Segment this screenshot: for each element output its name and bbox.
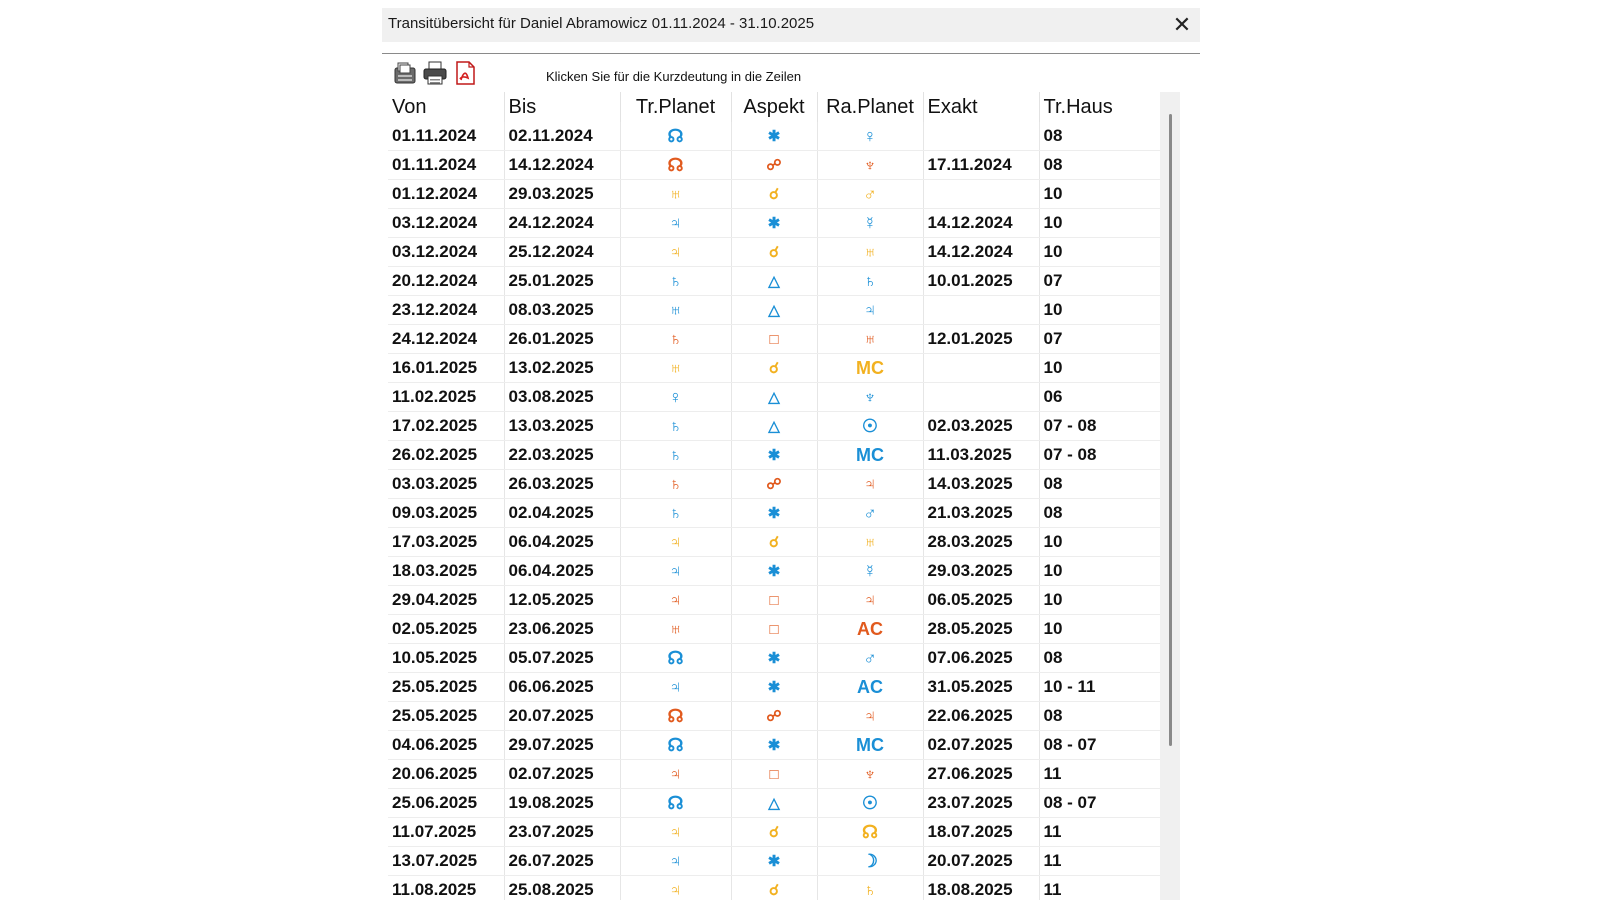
cell-bis: 20.07.2025: [504, 702, 620, 731]
cell-radix-planet: ♃: [817, 470, 923, 499]
column-header-ra-planet[interactable]: Ra.Planet: [817, 92, 923, 122]
separator: [382, 53, 1200, 54]
cell-bis: 29.07.2025: [504, 731, 620, 760]
cell-transit-planet: ♃: [620, 760, 731, 789]
cell-aspect: △: [731, 383, 817, 412]
table-row[interactable]: [388, 789, 1160, 818]
table-row[interactable]: [388, 557, 1160, 586]
column-header-aspekt[interactable]: Aspekt: [731, 92, 817, 122]
cell-bis: 12.05.2025: [504, 586, 620, 615]
cell-von: 11.07.2025: [388, 818, 504, 847]
cell-exakt: 07.06.2025: [923, 644, 1039, 673]
cell-radix-planet: ☉: [817, 789, 923, 818]
table-row[interactable]: [388, 412, 1160, 441]
table-row[interactable]: [388, 209, 1160, 238]
cell-transit-house: 07 - 08: [1039, 441, 1160, 470]
cell-aspect: ✱: [731, 122, 817, 151]
table-row[interactable]: [388, 383, 1160, 412]
cell-von: 18.03.2025: [388, 557, 504, 586]
cell-transit-house: 08: [1039, 499, 1160, 528]
table-row[interactable]: [388, 267, 1160, 296]
cell-exakt: 28.03.2025: [923, 528, 1039, 557]
cell-transit-house: 06: [1039, 383, 1160, 412]
cell-bis: 19.08.2025: [504, 789, 620, 818]
cell-transit-planet: ☊: [620, 731, 731, 760]
cell-aspect: ☌: [731, 354, 817, 383]
table-row[interactable]: [388, 180, 1160, 209]
cell-von: 03.12.2024: [388, 238, 504, 267]
cell-von: 01.11.2024: [388, 151, 504, 180]
cell-bis: 25.01.2025: [504, 267, 620, 296]
cell-von: 10.05.2025: [388, 644, 504, 673]
cell-aspect: ✱: [731, 209, 817, 238]
cell-exakt: 29.03.2025: [923, 557, 1039, 586]
cell-radix-planet: ♃: [817, 702, 923, 731]
cell-exakt: 14.12.2024: [923, 209, 1039, 238]
cell-radix-planet: ☽: [817, 847, 923, 876]
cell-von: 13.07.2025: [388, 847, 504, 876]
printer-icon: [422, 60, 448, 86]
cell-radix-planet: ♂: [817, 180, 923, 209]
cell-aspect: △: [731, 267, 817, 296]
cell-transit-planet: ☊: [620, 789, 731, 818]
cell-bis: 02.11.2024: [504, 122, 620, 151]
cell-transit-house: 10: [1039, 557, 1160, 586]
cell-transit-planet: ♄: [620, 499, 731, 528]
cell-exakt: 21.03.2025: [923, 499, 1039, 528]
cell-aspect: ☌: [731, 818, 817, 847]
export-icon: [392, 60, 418, 86]
cell-radix-planet: ☊: [817, 818, 923, 847]
cell-exakt: 02.03.2025: [923, 412, 1039, 441]
scrollbar-thumb[interactable]: [1169, 114, 1172, 746]
cell-transit-planet: ♄: [620, 267, 731, 296]
cell-radix-planet: ♆: [817, 151, 923, 180]
cell-bis: 05.07.2025: [504, 644, 620, 673]
cell-aspect: △: [731, 296, 817, 325]
cell-transit-planet: ♃: [620, 673, 731, 702]
column-header-tr-planet[interactable]: Tr.Planet: [620, 92, 731, 122]
cell-radix-planet: ♀: [817, 122, 923, 151]
print-button[interactable]: [422, 60, 448, 86]
export-button[interactable]: [392, 60, 418, 86]
cell-aspect: ☍: [731, 151, 817, 180]
cell-transit-house: 07 - 08: [1039, 412, 1160, 441]
cell-von: 02.05.2025: [388, 615, 504, 644]
cell-bis: 23.07.2025: [504, 818, 620, 847]
cell-radix-planet: ♃: [817, 296, 923, 325]
cell-transit-house: 10: [1039, 180, 1160, 209]
cell-von: 20.06.2025: [388, 760, 504, 789]
cell-transit-planet: ♃: [620, 238, 731, 267]
cell-transit-planet: ♅: [620, 354, 731, 383]
cell-von: 09.03.2025: [388, 499, 504, 528]
cell-transit-planet: ☊: [620, 122, 731, 151]
table-row[interactable]: [388, 499, 1160, 528]
table-row[interactable]: [388, 818, 1160, 847]
cell-exakt: [923, 180, 1039, 209]
hint-text: Klicken Sie für die Kurzdeutung in die Zeilen: [546, 69, 802, 84]
table-row[interactable]: [388, 702, 1160, 731]
cell-transit-planet: ♀: [620, 383, 731, 412]
cell-von: 17.02.2025: [388, 412, 504, 441]
cell-bis: 29.03.2025: [504, 180, 620, 209]
cell-aspect: ☌: [731, 180, 817, 209]
cell-von: 26.02.2025: [388, 441, 504, 470]
cell-transit-house: 08 - 07: [1039, 731, 1160, 760]
cell-transit-planet: ♅: [620, 296, 731, 325]
transit-table: [388, 92, 1160, 900]
table-row[interactable]: [388, 528, 1160, 557]
cell-von: 11.08.2025: [388, 876, 504, 900]
cell-bis: 22.03.2025: [504, 441, 620, 470]
cell-aspect: ☌: [731, 238, 817, 267]
pdf-button[interactable]: [452, 60, 478, 86]
table-row[interactable]: [388, 470, 1160, 499]
cell-transit-house: 10 - 11: [1039, 673, 1160, 702]
table-row[interactable]: [388, 731, 1160, 760]
cell-transit-planet: ♃: [620, 528, 731, 557]
pdf-icon: [452, 60, 478, 86]
cell-bis: 06.04.2025: [504, 528, 620, 557]
cell-bis: 08.03.2025: [504, 296, 620, 325]
cell-exakt: 20.07.2025: [923, 847, 1039, 876]
cell-radix-planet: ♄: [817, 876, 923, 900]
table-row[interactable]: [388, 615, 1160, 644]
cell-exakt: 10.01.2025: [923, 267, 1039, 296]
cell-aspect: ✱: [731, 499, 817, 528]
cell-transit-planet: ☊: [620, 702, 731, 731]
cell-von: 03.03.2025: [388, 470, 504, 499]
table-row[interactable]: [388, 760, 1160, 789]
cell-bis: 26.01.2025: [504, 325, 620, 354]
close-button[interactable]: [1168, 11, 1196, 39]
cell-transit-house: 07: [1039, 325, 1160, 354]
table-row[interactable]: [388, 586, 1160, 615]
cell-radix-planet: ☿: [817, 209, 923, 238]
cell-radix-planet: ☿: [817, 557, 923, 586]
cell-exakt: [923, 296, 1039, 325]
cell-exakt: 27.06.2025: [923, 760, 1039, 789]
cell-exakt: 14.03.2025: [923, 470, 1039, 499]
cell-radix-planet: ♂: [817, 644, 923, 673]
cell-aspect: ✱: [731, 644, 817, 673]
cell-aspect: ✱: [731, 847, 817, 876]
cell-von: 01.11.2024: [388, 122, 504, 151]
cell-transit-house: 10: [1039, 586, 1160, 615]
cell-exakt: 12.01.2025: [923, 325, 1039, 354]
cell-exakt: 06.05.2025: [923, 586, 1039, 615]
cell-transit-house: 10: [1039, 528, 1160, 557]
cell-exakt: 22.06.2025: [923, 702, 1039, 731]
cell-transit-planet: ♄: [620, 470, 731, 499]
table-row[interactable]: [388, 238, 1160, 267]
cell-transit-house: 08: [1039, 122, 1160, 151]
cell-transit-house: 08: [1039, 470, 1160, 499]
close-icon: ✕: [1172, 12, 1192, 37]
cell-radix-planet: MC: [817, 441, 923, 470]
cell-exakt: [923, 383, 1039, 412]
cell-von: 01.12.2024: [388, 180, 504, 209]
toolbar: [392, 60, 1182, 88]
cell-von: 20.12.2024: [388, 267, 504, 296]
cell-transit-planet: ☊: [620, 151, 731, 180]
table-row[interactable]: [388, 876, 1160, 900]
table-row[interactable]: [388, 644, 1160, 673]
table-row[interactable]: [388, 151, 1160, 180]
cell-transit-planet: ☊: [620, 644, 731, 673]
cell-bis: 26.03.2025: [504, 470, 620, 499]
cell-aspect: ☌: [731, 528, 817, 557]
cell-bis: 13.02.2025: [504, 354, 620, 383]
cell-aspect: ☍: [731, 702, 817, 731]
column-header-von[interactable]: Von: [388, 92, 504, 122]
table-row[interactable]: [388, 354, 1160, 383]
cell-radix-planet: MC: [817, 731, 923, 760]
window-title: Transitübersicht für Daniel Abramowicz 01.11.2024 - 31.10.2025: [388, 15, 815, 32]
cell-radix-planet: ♃: [817, 586, 923, 615]
cell-von: 23.12.2024: [388, 296, 504, 325]
cell-aspect: □: [731, 325, 817, 354]
cell-transit-house: 08: [1039, 644, 1160, 673]
cell-transit-planet: ♃: [620, 209, 731, 238]
cell-transit-planet: ♃: [620, 818, 731, 847]
cell-bis: 02.04.2025: [504, 499, 620, 528]
cell-transit-planet: ♅: [620, 615, 731, 644]
cell-transit-house: 10: [1039, 354, 1160, 383]
cell-exakt: 18.08.2025: [923, 876, 1039, 900]
cell-aspect: ✱: [731, 557, 817, 586]
cell-transit-house: 07: [1039, 267, 1160, 296]
cell-transit-house: 11: [1039, 847, 1160, 876]
column-header-exakt[interactable]: Exakt: [923, 92, 1039, 122]
cell-von: 16.01.2025: [388, 354, 504, 383]
table-row[interactable]: [388, 296, 1160, 325]
cell-transit-house: 11: [1039, 876, 1160, 900]
cell-radix-planet: AC: [817, 673, 923, 702]
cell-radix-planet: ♆: [817, 760, 923, 789]
transit-overview-dialog: [382, 8, 1200, 900]
cell-exakt: 17.11.2024: [923, 151, 1039, 180]
cell-aspect: ✱: [731, 441, 817, 470]
cell-transit-house: 08: [1039, 702, 1160, 731]
vertical-scrollbar[interactable]: [1160, 92, 1180, 900]
cell-exakt: [923, 354, 1039, 383]
title-bar[interactable]: [382, 8, 1200, 42]
cell-radix-planet: ♅: [817, 238, 923, 267]
cell-von: 25.05.2025: [388, 702, 504, 731]
cell-transit-planet: ♃: [620, 586, 731, 615]
cell-aspect: △: [731, 412, 817, 441]
cell-bis: 25.12.2024: [504, 238, 620, 267]
cell-radix-planet: ♂: [817, 499, 923, 528]
cell-exakt: 28.05.2025: [923, 615, 1039, 644]
table-row[interactable]: [388, 122, 1160, 151]
cell-transit-house: 08: [1039, 151, 1160, 180]
cell-bis: 03.08.2025: [504, 383, 620, 412]
cell-exakt: [923, 122, 1039, 151]
cell-bis: 24.12.2024: [504, 209, 620, 238]
cell-aspect: ✱: [731, 673, 817, 702]
cell-exakt: 31.05.2025: [923, 673, 1039, 702]
table-row[interactable]: [388, 325, 1160, 354]
cell-exakt: 14.12.2024: [923, 238, 1039, 267]
cell-radix-planet: ♄: [817, 267, 923, 296]
cell-aspect: □: [731, 760, 817, 789]
cell-von: 11.02.2025: [388, 383, 504, 412]
cell-transit-house: 11: [1039, 760, 1160, 789]
cell-transit-planet: ♃: [620, 876, 731, 900]
cell-exakt: 18.07.2025: [923, 818, 1039, 847]
cell-bis: 14.12.2024: [504, 151, 620, 180]
cell-transit-house: 10: [1039, 209, 1160, 238]
cell-bis: 23.06.2025: [504, 615, 620, 644]
column-header-bis[interactable]: Bis: [504, 92, 620, 122]
cell-aspect: ☌: [731, 876, 817, 900]
cell-von: 04.06.2025: [388, 731, 504, 760]
cell-bis: 25.08.2025: [504, 876, 620, 900]
cell-transit-planet: ♄: [620, 325, 731, 354]
cell-transit-house: 11: [1039, 818, 1160, 847]
cell-von: 25.05.2025: [388, 673, 504, 702]
cell-transit-planet: ♅: [620, 180, 731, 209]
cell-radix-planet: ☉: [817, 412, 923, 441]
cell-aspect: ☍: [731, 470, 817, 499]
transit-table-container[interactable]: [388, 92, 1160, 900]
cell-radix-planet: AC: [817, 615, 923, 644]
cell-von: 29.04.2025: [388, 586, 504, 615]
cell-transit-planet: ♃: [620, 847, 731, 876]
cell-radix-planet: ♅: [817, 325, 923, 354]
cell-von: 03.12.2024: [388, 209, 504, 238]
cell-bis: 06.06.2025: [504, 673, 620, 702]
cell-transit-house: 10: [1039, 296, 1160, 325]
cell-transit-planet: ♄: [620, 412, 731, 441]
cell-transit-house: 08 - 07: [1039, 789, 1160, 818]
cell-bis: 26.07.2025: [504, 847, 620, 876]
cell-aspect: △: [731, 789, 817, 818]
cell-bis: 02.07.2025: [504, 760, 620, 789]
cell-transit-house: 10: [1039, 615, 1160, 644]
cell-aspect: □: [731, 586, 817, 615]
cell-bis: 06.04.2025: [504, 557, 620, 586]
cell-von: 25.06.2025: [388, 789, 504, 818]
table-row[interactable]: [388, 441, 1160, 470]
column-header-tr-haus[interactable]: Tr.Haus: [1039, 92, 1160, 122]
cell-bis: 13.03.2025: [504, 412, 620, 441]
table-row[interactable]: [388, 673, 1160, 702]
cell-radix-planet: ♅: [817, 528, 923, 557]
cell-exakt: 23.07.2025: [923, 789, 1039, 818]
header-row: [388, 92, 1160, 122]
table-row[interactable]: [388, 847, 1160, 876]
cell-aspect: □: [731, 615, 817, 644]
cell-exakt: 11.03.2025: [923, 441, 1039, 470]
cell-aspect: ✱: [731, 731, 817, 760]
cell-von: 17.03.2025: [388, 528, 504, 557]
cell-exakt: 02.07.2025: [923, 731, 1039, 760]
cell-transit-planet: ♄: [620, 441, 731, 470]
cell-transit-planet: ♃: [620, 557, 731, 586]
cell-von: 24.12.2024: [388, 325, 504, 354]
cell-transit-house: 10: [1039, 238, 1160, 267]
cell-radix-planet: MC: [817, 354, 923, 383]
cell-radix-planet: ♆: [817, 383, 923, 412]
